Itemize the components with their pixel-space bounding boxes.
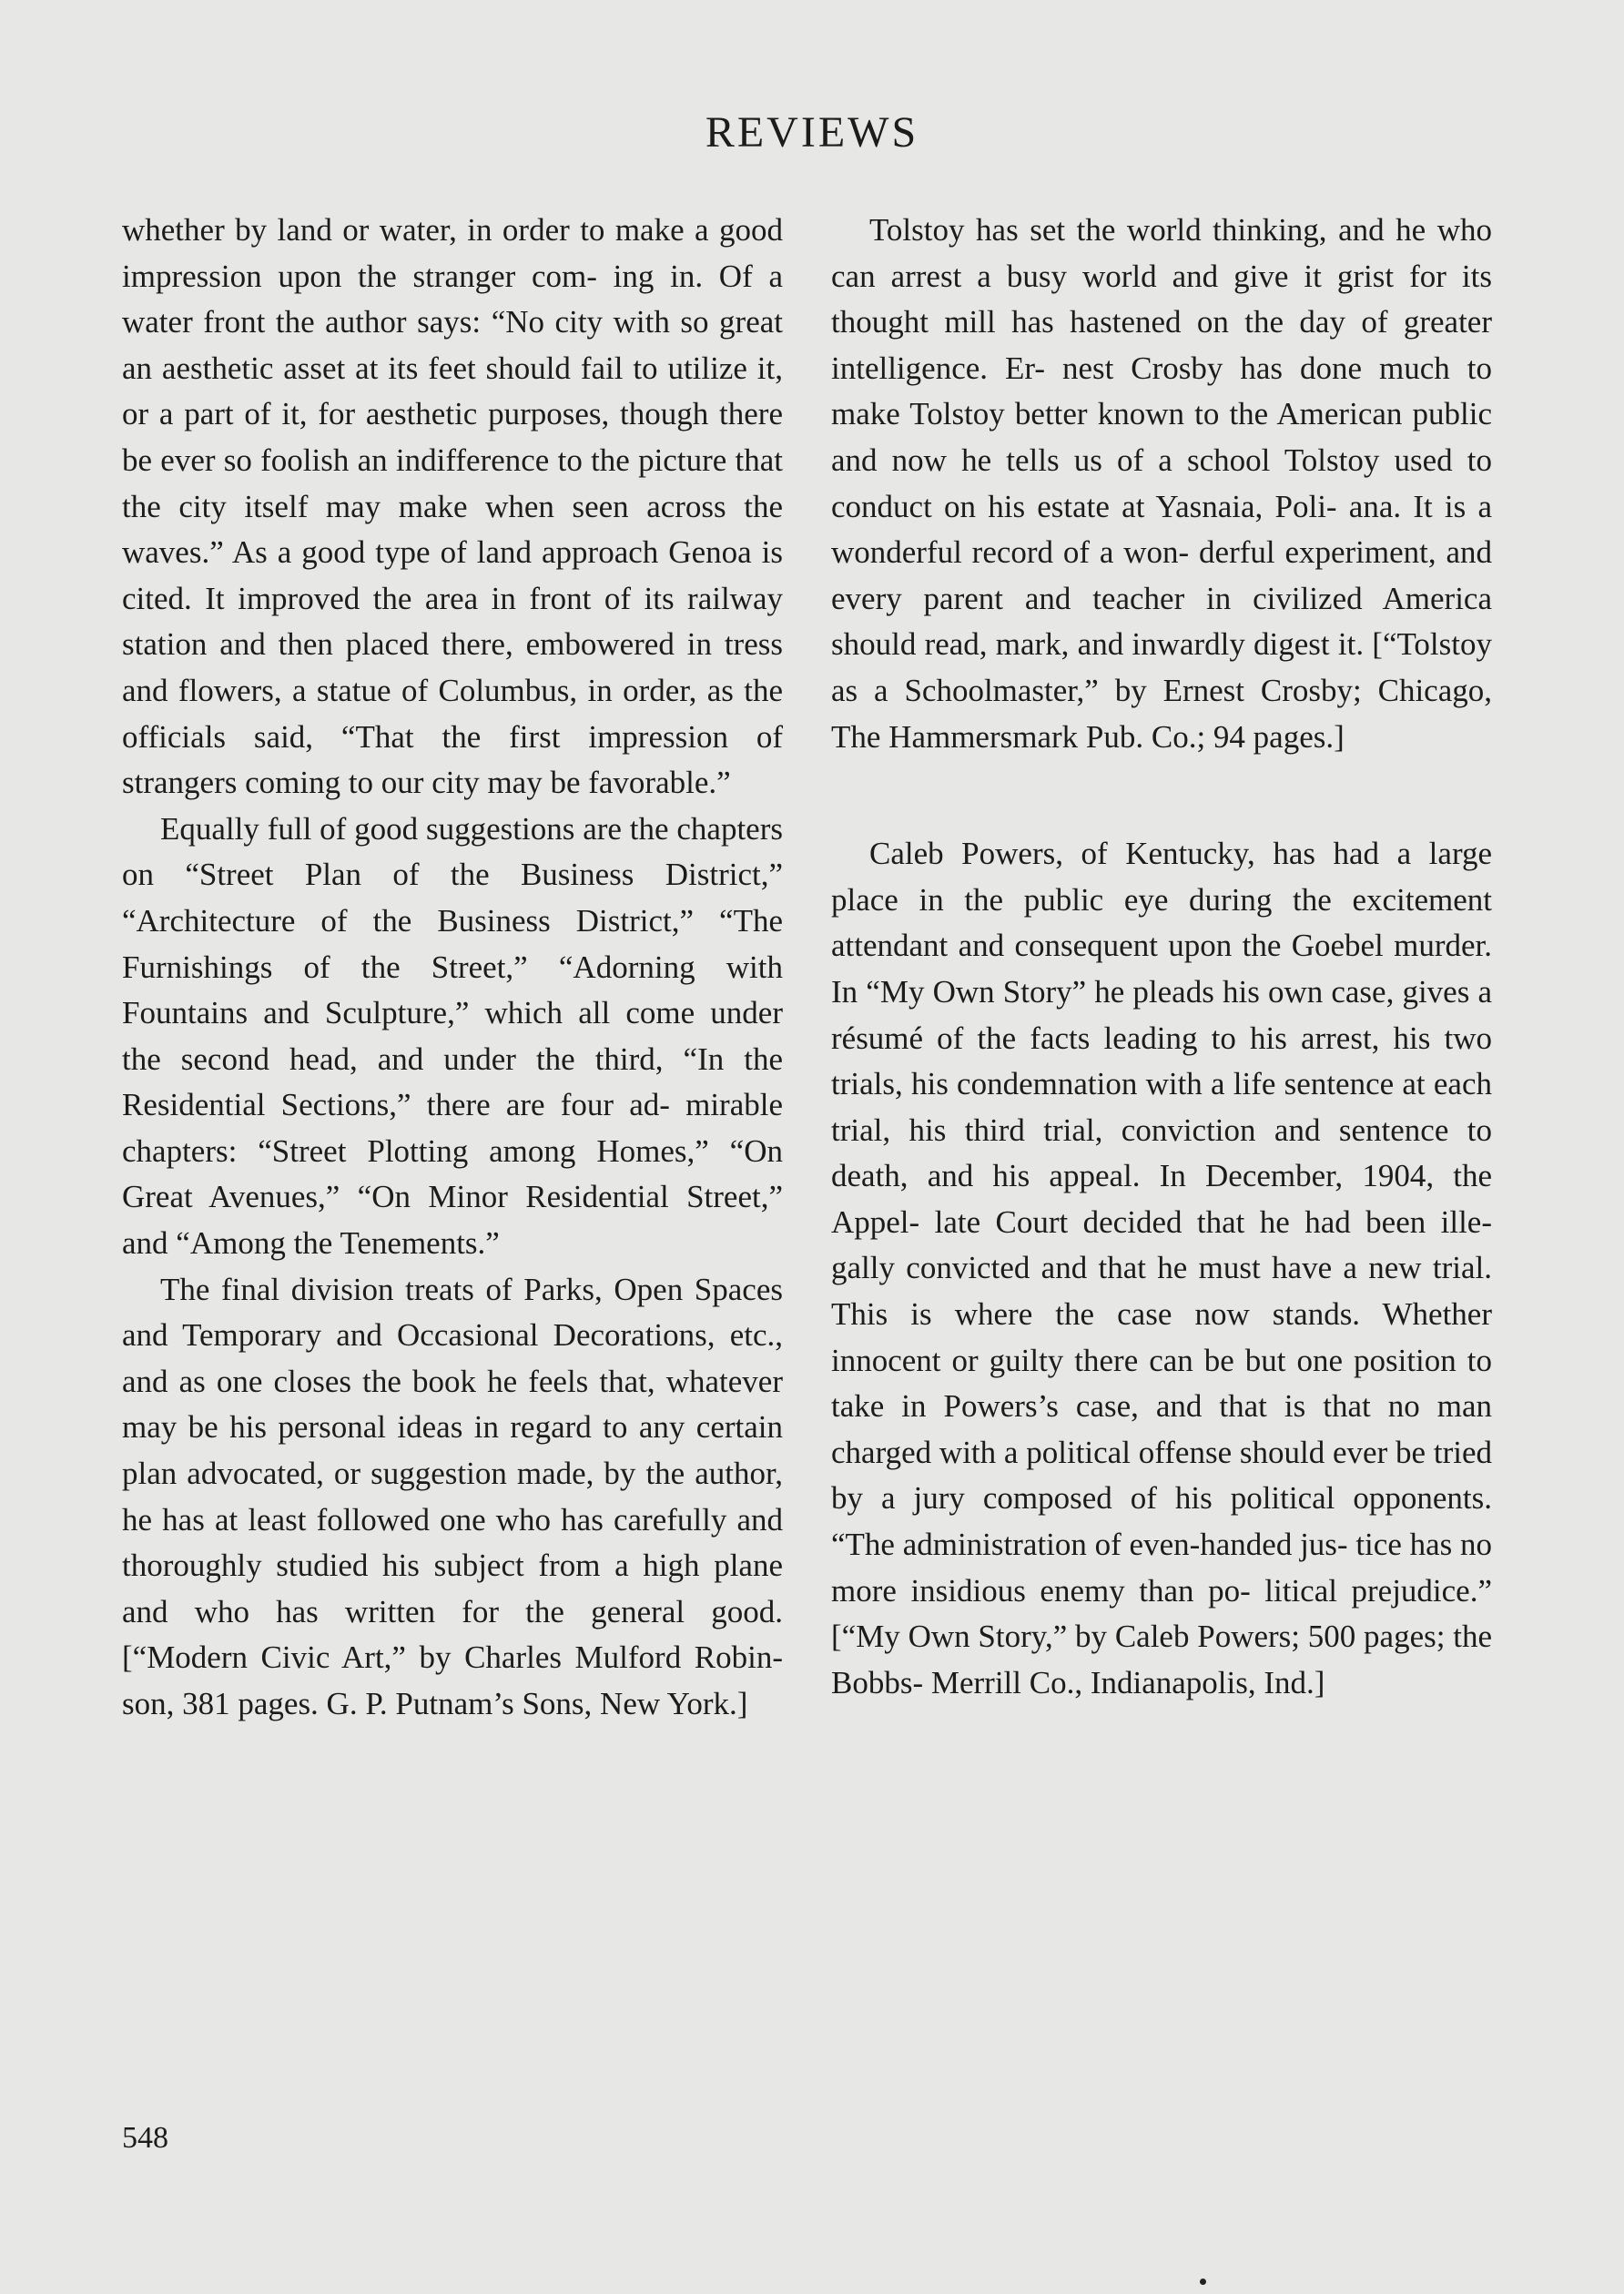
left-paragraph-2: Equally full of good suggestions are the chapters on “Street Plan of the Business District,” “Architecture of the Business District,” “The Furnishings of the Street,” “Adorning with Fountains and Sculpture,” which all come under the second head, and under the third, “In the Residential Sections,” there are four ad- mirable chapters: “Street Plotting among Homes,” “On Great Avenues,” “On Minor Residential Street,” and “Among the Tenements.” [122, 810, 783, 1262]
left-paragraph-3: The final division treats of Parks, Open Spaces and Temporary and Occasional Decorations, etc., and as one closes the book he feels that, whatever may be his personal ideas in regard to any certain plan advocated, or suggestion made, by the author, he has at least followed one who has carefully and thoroughly studied his subject from a high plane and who has written for the general good. [“Modern Civic Art,” by Charles Mulford Robin- son, 381 pages. G. P. Putnam’s Sons, New York.] [122, 1271, 783, 1721]
page-number: 548 [122, 2121, 168, 2155]
ink-speck [1200, 2279, 1206, 2285]
running-title: REVIEWS [705, 108, 919, 157]
left-column [122, 208, 783, 1728]
right-paragraph-2: Caleb Powers, of Kentucky, has had a large place in the public eye during the excitement attendant and consequent upon the Goebel murder. In “My Own Story” he pleads his own case, gives a résumé of the facts leading to his arrest, his two trials, his condemnation with a life sentence at each trial, his third trial, conviction and sentence to death, and his appeal. In December, 1904, the Appel- late Court decided that he had been ille- gally convicted and that he must have a new trial. This is where the case now stands. Whether innocent or guilty there can be but one position to take in Powers’s case, and that is that no man charged with a political offense should ever be tried by a jury composed of his political opponents. “The administration of even-handed jus- tice has no more insidious enemy than po- litical prejudice.” [“My Own Story,” by Caleb Powers; 500 pages; the Bobbs- Merrill Co., Indianapolis, Ind.] [831, 836, 1493, 1700]
left-paragraph-1: whether by land or water, in order to make a good impression upon the stranger com- ing in. Of a water front the author says: “No city with so great an aesthetic asset at its feet should fail to utilize it, or a part of it, for aesthetic purposes, though there be ever so foolish an indifference to the picture that the city itself may make when seen across the waves.” As a good type of land approach Genoa is cited. It improved the area in front of its railway station and then placed there, embowered in tress and flowers, a statue of Columbus, in order, as the officials said, “That the first impression of strangers coming to our city may be favorable.” [122, 212, 783, 801]
right-paragraph-1: Tolstoy has set the world thinking, and he who can arrest a busy world and give it grist for its thought mill has hastened on the day of greater intelligence. Er- nest Crosby has done much to make Tolstoy better known to the American public and now he tells us of a school Tolstoy used to conduct on his estate at Yasnaia, Poli- ana. It is a wonderful record of a won- derful experiment, and every parent and teacher in civilized America should read, mark, and inwardly digest it. [“Tolstoy as a Schoolmaster,” by Ernest Crosby; Chicago, The Hammersmark Pub. Co.; 94 pages.] [831, 212, 1492, 755]
right-column [831, 208, 1492, 1706]
